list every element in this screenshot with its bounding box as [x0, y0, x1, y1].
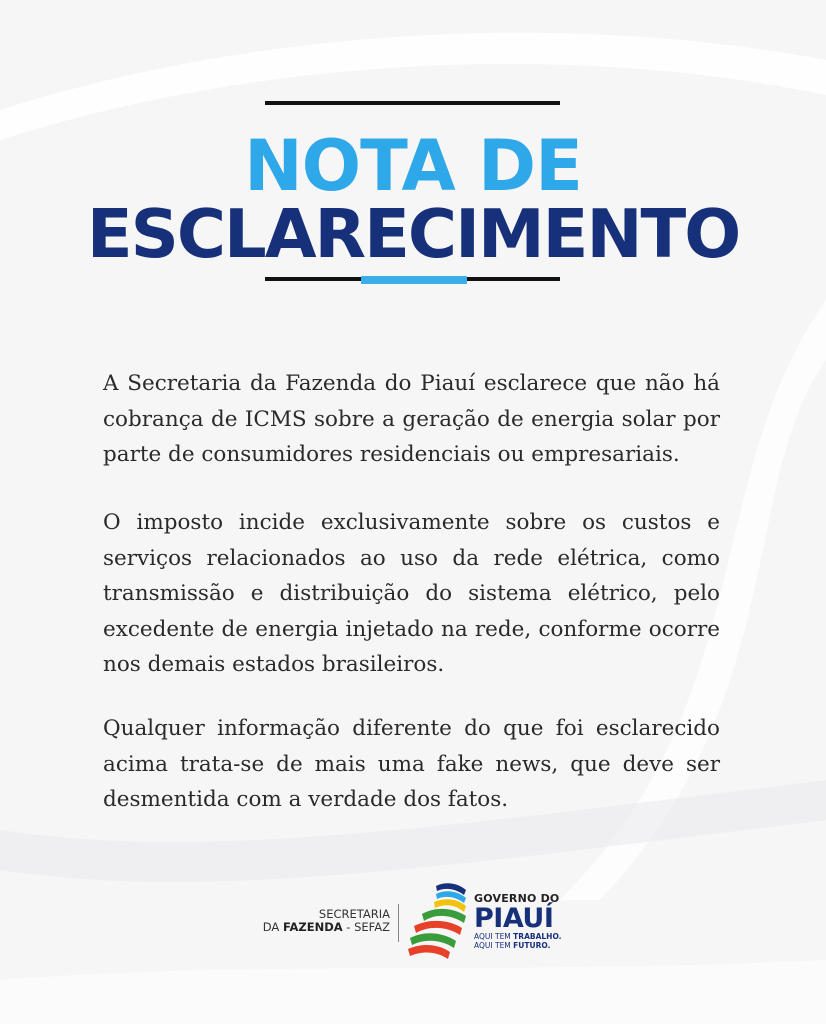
footer-divider [398, 904, 399, 942]
sefaz-line-2-suffix: - SEFAZ [342, 920, 390, 934]
slogan-2-prefix: AQUI TEM [474, 941, 514, 950]
state-name: PIAUÍ [474, 903, 554, 934]
slogan-line-2 [474, 941, 562, 950]
governo-piaui-logo [474, 893, 562, 950]
sefaz-line-2-bold: FAZENDA [282, 920, 343, 934]
slogan-1-bold: TRABALHO. [513, 932, 562, 941]
title-top-rule [265, 101, 560, 105]
title-line-1: NOTA DE [244, 125, 582, 207]
slogan-1-prefix: AQUI TEM [474, 932, 514, 941]
sefaz-line-2-prefix: DA [262, 920, 283, 934]
paragraph-1: A Secretaria da Fazenda do Piauí esclarece que não há cobrança de ICMS sobre a geração de energia solar por parte de consumidores residenciais ou empresariais. [103, 371, 720, 467]
paragraph-3: Qualquer informação diferente do que foi esclarecido acima trata-se de mais uma fake news, que deve ser desmentida com a verdade dos fatos. [103, 716, 720, 812]
slogan-2-bold: FUTURO. [513, 941, 551, 950]
piaui-state-logo-icon [406, 878, 470, 964]
sefaz-line-2 [263, 921, 390, 934]
sefaz-signature [263, 908, 390, 934]
paragraph-2: O imposto incide exclusivamente sobre os custos e serviços relacionados ao uso da rede elétrica, como transmissão e distribuição do sistema elétrico, pelo excedente de energia injetado na rede, conforme ocorre nos demais estados brasileiros. [103, 510, 720, 677]
title-line-2: ESCLARECIMENTO [86, 195, 740, 273]
governo-label: GOVERNO DO [474, 892, 560, 905]
title-accent-bar [361, 276, 467, 284]
slogan-line-1 [474, 932, 562, 941]
sefaz-line-1: SECRETARIA [318, 907, 390, 921]
